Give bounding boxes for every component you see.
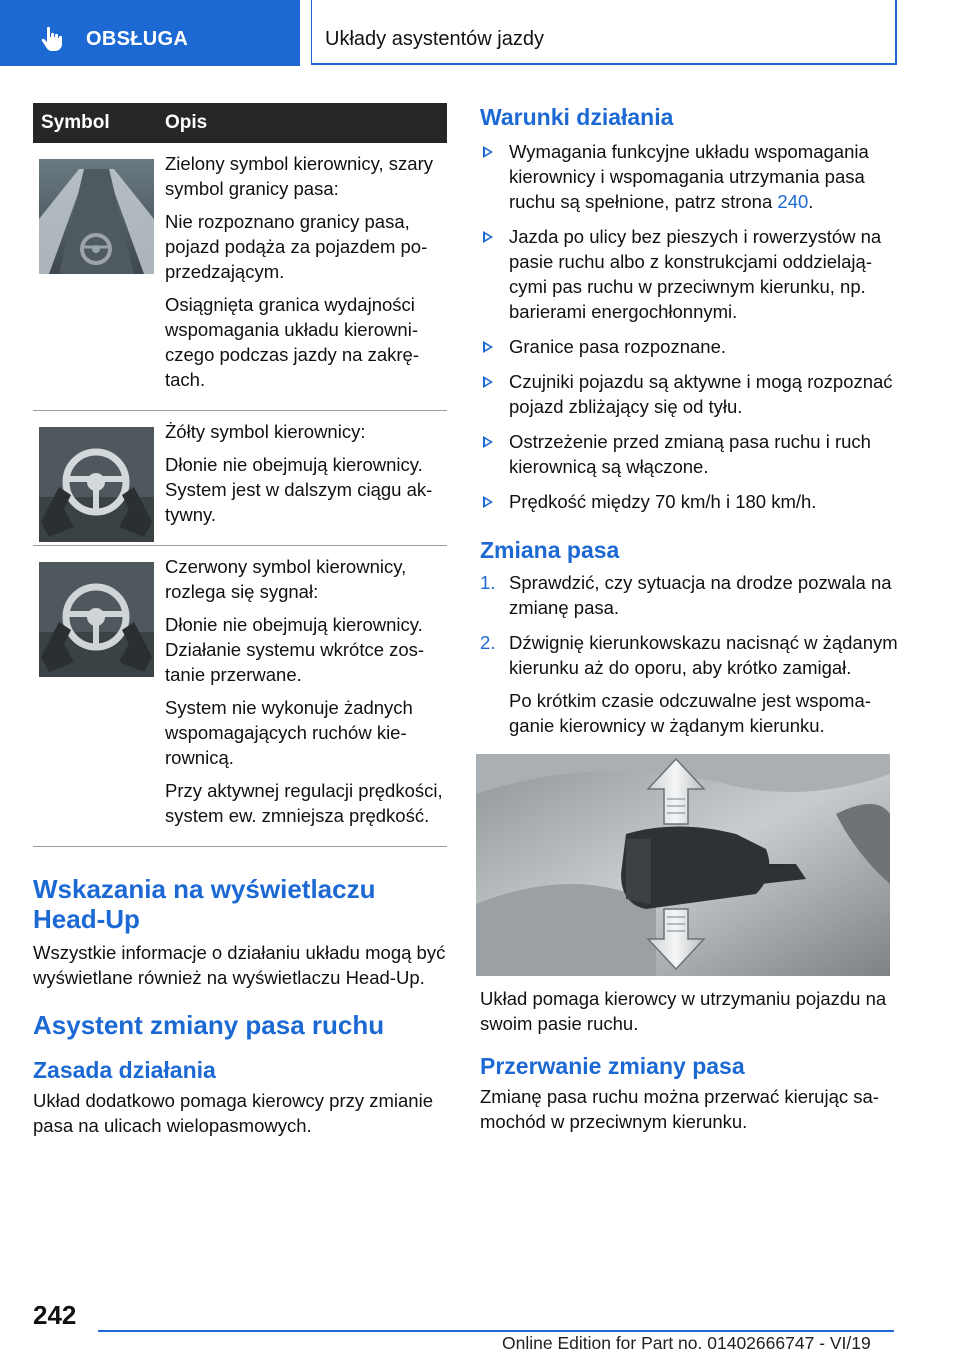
principle-text: Układ dodatkowo pomaga kierowcy przy zmianie pasa na ulicach wielopasmowych. (33, 1090, 433, 1136)
page-link[interactable]: 240 (777, 191, 809, 212)
list-item (480, 489, 898, 514)
row-paragraph: Zielony symbol kierownicy, szary symbol granicy pasa: (165, 153, 433, 199)
lane-change-heading: Asystent zmiany pasa ruchu (33, 1010, 385, 1040)
hand-pointer-icon (38, 25, 66, 58)
chapter-header (311, 0, 897, 65)
page-number: 242 (33, 1300, 77, 1330)
hud-text: Wszystkie informacje o działaniu układu mogą być wyświetlane również na wyświetlaczu Head-Up. (33, 942, 446, 988)
row-paragraph: System nie wykonuje żadnych wspomagających ruchów kierownicą. (165, 697, 413, 768)
list-item-text: Ostrzeżenie przed zmianą pasa ruchu i ruch kierownicą są włączone. (509, 431, 871, 477)
page-header (0, 0, 960, 66)
list-item (480, 334, 898, 359)
steps-list (480, 570, 898, 738)
table-row (33, 411, 447, 546)
list-item-text: Wymagania funkcyjne układu wspomagania kierownicy i wspomagania utrzymania pasa ruchu są spełnione, patrz strona (509, 141, 869, 212)
hud-heading: Wskazania na wyświetlaczu Head-Up (33, 874, 376, 934)
row-paragraph: Osiągnięta granica wydajności wspomagania układu kierowniczego podczas jazdy na zakrętach. (165, 294, 420, 390)
edition-label: Online Edition for Part no. 01402666747 - VI/19 (502, 1333, 871, 1353)
step-text: Dźwignię kierunkowskazu nacisnąć w żądanym kierunku aż do oporu, aby krótko zamigał. (509, 632, 898, 678)
interrupt-text: Zmianę pasa ruchu można przerwać kierując samochód w przeciwnym kierunku. (480, 1086, 879, 1132)
row-paragraph: Dłonie nie obejmują kierownicy. System jest w dalszym ciągu aktywny. (165, 454, 433, 525)
interrupt-heading: Przerwanie zmiany pasa (480, 1053, 745, 1079)
triangle-bullet-icon (483, 231, 493, 243)
right-column (480, 103, 898, 1134)
green-steering-wheel-icon (39, 159, 154, 274)
conditions-list (480, 139, 898, 514)
table-row (33, 546, 447, 847)
row-paragraph: Nie rozpoznano granicy pasa, pojazd podąża za pojazdem poprzedzającym. (165, 211, 428, 282)
table-header-symbol: Symbol (33, 103, 157, 143)
footer-divider (98, 1330, 894, 1332)
list-item (480, 369, 898, 419)
principle-heading: Zasada działania (33, 1057, 216, 1083)
list-item-text: Czujniki pojazdu są aktywne i mogą rozpoznać pojazd zbliżający się od tyłu. (509, 371, 893, 417)
row-paragraph: Czerwony symbol kierownicy, rozlega się sygnał: (165, 556, 407, 602)
triangle-bullet-icon (483, 496, 493, 508)
step-text: Sprawdzić, czy sytuacja na drodze pozwala na zmianę pasa. (509, 572, 892, 618)
section-label: OBSŁUGA (86, 28, 189, 50)
section-tab (0, 0, 300, 66)
step-number: 1. (480, 572, 496, 593)
image-caption-text: Układ pomaga kierowcy w utrzymaniu pojazdu na swoim pasie ruchu. (480, 988, 887, 1034)
triangle-bullet-icon (483, 341, 493, 353)
list-item-text: Jazda po ulicy bez pieszych i rowerzystów na pasie ruchu albo z konstrukcjami oddzielającymi pas ruchu w przeciwnym kierunku, np. barierami energochłonnymi. (509, 226, 882, 322)
list-item-text: Prędkość między 70 km/h i 180 km/h. (509, 491, 817, 512)
left-column (33, 103, 447, 1138)
yellow-steering-wheel-hands-icon (39, 427, 154, 542)
step-number: 2. (480, 632, 496, 653)
list-item-suffix: . (808, 191, 814, 212)
red-steering-wheel-hands-icon (39, 562, 154, 677)
symbol-table (33, 103, 447, 847)
chapter-title: Układy asystentów jazdy (325, 28, 544, 50)
conditions-heading: Warunki działania (480, 104, 674, 130)
list-item (480, 139, 898, 214)
list-item (480, 224, 898, 324)
row-paragraph: Przy aktywnej regulacji prędkości, system ew. zmniejsza prędkość. (165, 780, 443, 826)
list-item-text: Granice pasa rozpoznane. (509, 336, 726, 357)
step-item (480, 630, 898, 738)
triangle-bullet-icon (483, 146, 493, 158)
table-header-description: Opis (157, 103, 447, 143)
row-paragraph: Żółty symbol kierownicy: (165, 421, 366, 442)
row-paragraph: Dłonie nie obejmują kierownicy. Działanie systemu wkrótce zostanie przerwane. (165, 614, 425, 685)
triangle-bullet-icon (483, 436, 493, 448)
triangle-bullet-icon (483, 376, 493, 388)
step-text: Po krótkim czasie odczuwalne jest wspomaganie kierownicy w żądanym kierunku. (509, 690, 871, 736)
turn-signal-lever-arrows-illustration (476, 754, 890, 976)
list-item (480, 429, 898, 479)
step-item (480, 570, 898, 620)
table-row (33, 143, 447, 411)
change-heading: Zmiana pasa (480, 537, 620, 563)
